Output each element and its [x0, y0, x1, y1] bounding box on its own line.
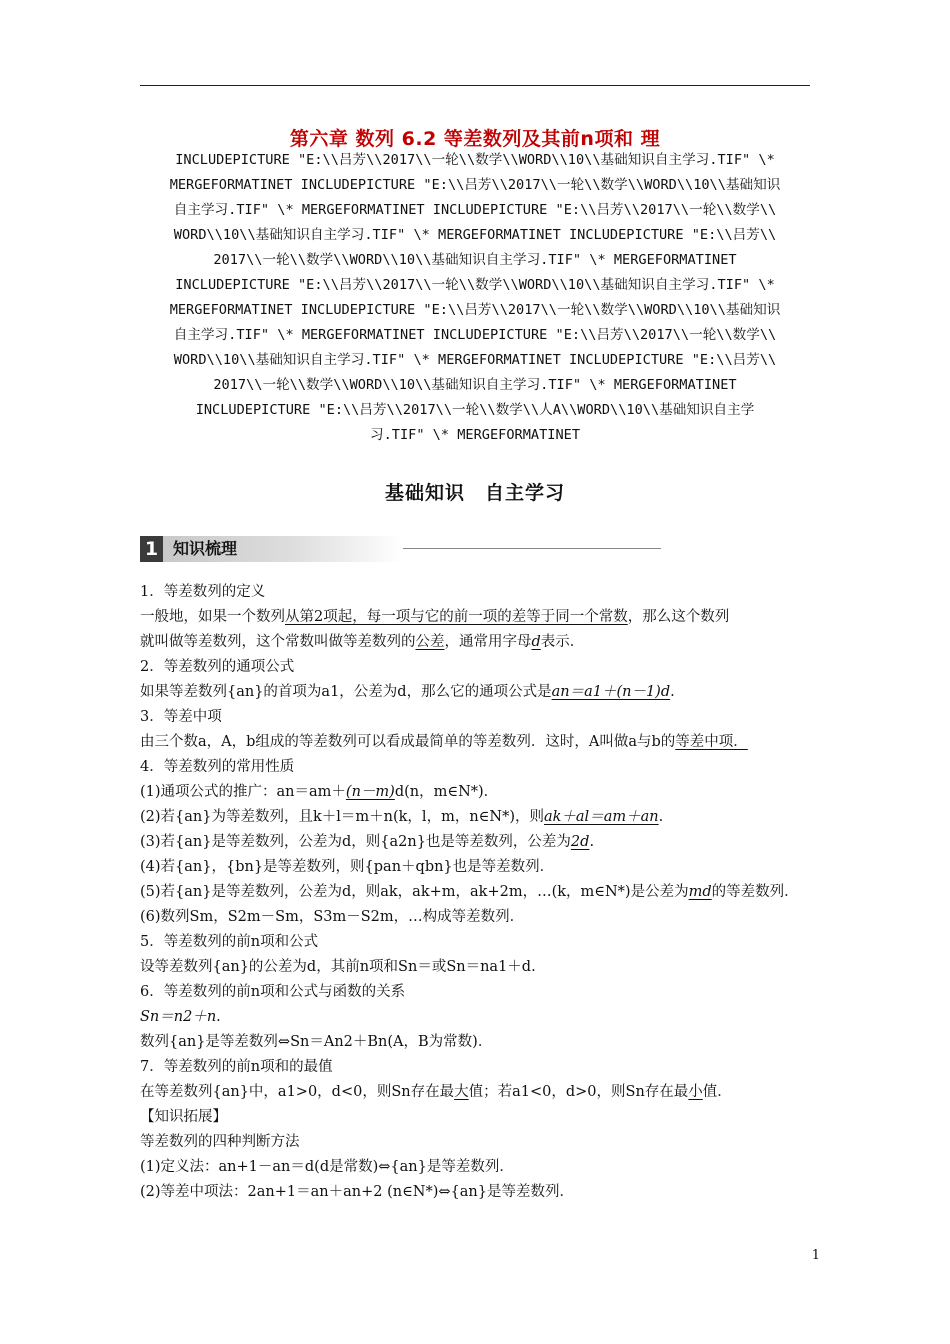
property-5: (5)若{an}是等差数列，公差为d，则ak，ak+m，ak+2m，…(k，m∈N*)是公差为md的等差数列．: [140, 884, 799, 900]
include-line: INCLUDEPICTURE "E:\\吕芳\\2017\\一轮\\数学\\WORD\\10\\基础知识自主学习.TIF" \*: [175, 277, 775, 293]
underlined-answer: md: [688, 884, 712, 900]
include-line: WORD\\10\\基础知识自主学习.TIF" \* MERGEFORMATINET INCLUDEPICTURE "E:\\吕芳\\: [173, 352, 777, 368]
underlined-answer: 2d: [570, 834, 590, 850]
include-line: INCLUDEPICTURE "E:\\吕芳\\2017\\一轮\\数学\\WORD\\10\\基础知识自主学习.TIF" \*: [175, 152, 775, 168]
badge-label: 知识梳理: [163, 536, 403, 562]
underlined-answer: d: [531, 634, 541, 650]
paragraph-sum-function-1: Sn＝n2＋n.: [140, 1009, 221, 1025]
include-line: 2017\\一轮\\数学\\WORD\\10\\基础知识自主学习.TIF" \* MERGEFORMATINET: [213, 252, 737, 268]
underlined-answer: (n－m): [345, 784, 395, 800]
content-body: [140, 580, 820, 1205]
include-line: MERGEFORMATINET INCLUDEPICTURE "E:\\吕芳\\2017\\一轮\\数学\\WORD\\10\\基础知识: [169, 302, 781, 318]
paragraph-general-term: 如果等差数列{an}的首项为a1，公差为d，那么它的通项公式是an＝a1＋(n－1)d.: [140, 684, 675, 700]
underlined-answer: ak＋al＝am＋an: [543, 809, 659, 825]
heading-definition: 1．等差数列的定义: [140, 584, 266, 600]
include-line: 自主学习.TIF" \* MERGEFORMATINET INCLUDEPICTURE "E:\\吕芳\\2017\\一轮\\数学\\: [173, 327, 777, 343]
underlined-answer: 公差: [415, 634, 445, 650]
heading-extension: 【知识拓展】: [140, 1109, 227, 1125]
property-2: (2)若{an}为等差数列，且k＋l＝m＋n(k，l，m，n∈N*)，则ak＋al＝am＋an.: [140, 809, 664, 825]
include-line: INCLUDEPICTURE "E:\\吕芳\\2017\\一轮\\数学\\人A\\WORD\\10\\基础知识自主学: [195, 402, 755, 418]
paragraph-definition-2: 就叫做等差数列，这个常数叫做等差数列的公差，通常用字母d表示．: [140, 634, 585, 650]
include-line: 习.TIF" \* MERGEFORMATINET: [369, 427, 580, 443]
include-line: WORD\\10\\基础知识自主学习.TIF" \* MERGEFORMATINET INCLUDEPICTURE "E:\\吕芳\\: [173, 227, 777, 243]
paragraph-middle-term: 由三个数a，A，b组成的等差数列可以看成最简单的等差数列．这时，A叫做a与b的等差中项．: [140, 734, 748, 750]
badge-rule: [403, 548, 661, 549]
underlined-answer: 从第2项起，每一项与它的前一项的差等于同一个常数: [285, 609, 628, 625]
underlined-answer: 大: [454, 1084, 469, 1100]
property-6: (6)数列Sm，S2m－Sm，S3m－S2m，…构成等差数列．: [140, 909, 525, 925]
heading-sum-function: 6．等差数列的前n项和公式与函数的关系: [140, 984, 406, 1000]
include-line: 自主学习.TIF" \* MERGEFORMATINET INCLUDEPICTURE "E:\\吕芳\\2017\\一轮\\数学\\: [173, 202, 777, 218]
property-3: (3)若{an}是等差数列，公差为d，则{a2n}也是等差数列，公差为2d.: [140, 834, 595, 850]
underlined-answer: 等差中项．: [675, 734, 748, 750]
heading-general-term: 2．等差数列的通项公式: [140, 659, 295, 675]
underlined-answer: an＝a1＋(n－1)d: [551, 684, 671, 700]
top-rule: [140, 85, 810, 86]
extension-method-1: (1)定义法：an+1－an＝d(d是常数)⇔{an}是等差数列．: [140, 1159, 514, 1175]
include-line: MERGEFORMATINET INCLUDEPICTURE "E:\\吕芳\\2017\\一轮\\数学\\WORD\\10\\基础知识: [169, 177, 781, 193]
heading-sum-extremum: 7．等差数列的前n项和的最值: [140, 1059, 333, 1075]
heading-properties: 4．等差数列的常用性质: [140, 759, 295, 775]
include-line: 2017\\一轮\\数学\\WORD\\10\\基础知识自主学习.TIF" \* MERGEFORMATINET: [213, 377, 737, 393]
paragraph-sum-function-2: 数列{an}是等差数列⇔Sn＝An2＋Bn(A，B为常数)．: [140, 1034, 493, 1050]
badge-number: 1: [140, 536, 163, 562]
extension-method-2: (2)等差中项法：2an+1＝an＋an+2 (n∈N*)⇔{an}是等差数列．: [140, 1184, 574, 1200]
property-1: (1)通项公式的推广：an＝am＋(n－m)d(n，m∈N*)．: [140, 784, 499, 800]
underlined-answer: 小: [688, 1084, 703, 1100]
extension-subtitle: 等差数列的四种判断方法: [140, 1134, 300, 1150]
knowledge-badge: [140, 536, 525, 562]
page-title: 第六章 数列 6.2 等差数列及其前n项和 理: [289, 128, 661, 150]
paragraph-sum-formula: 设等差数列{an}的公差为d，其前n项和Sn＝或Sn＝na1＋d.: [140, 959, 536, 975]
paragraph-definition-1: 一般地，如果一个数列从第2项起，每一项与它的前一项的差等于同一个常数，那么这个数列: [140, 609, 730, 625]
heading-sum-formula: 5．等差数列的前n项和公式: [140, 934, 319, 950]
page-number: 1: [811, 1248, 820, 1263]
property-4: (4)若{an}，{bn}是等差数列，则{pan＋qbn}也是等差数列．: [140, 859, 555, 875]
includepicture-field-codes: [140, 148, 810, 448]
heading-middle-term: 3．等差中项: [140, 709, 222, 725]
section-heading: 基础知识 自主学习: [384, 482, 565, 504]
paragraph-sum-extremum: 在等差数列{an}中，a1>0，d<0，则Sn存在最大值；若a1<0，d>0，则Sn存在最小值．: [140, 1084, 732, 1100]
